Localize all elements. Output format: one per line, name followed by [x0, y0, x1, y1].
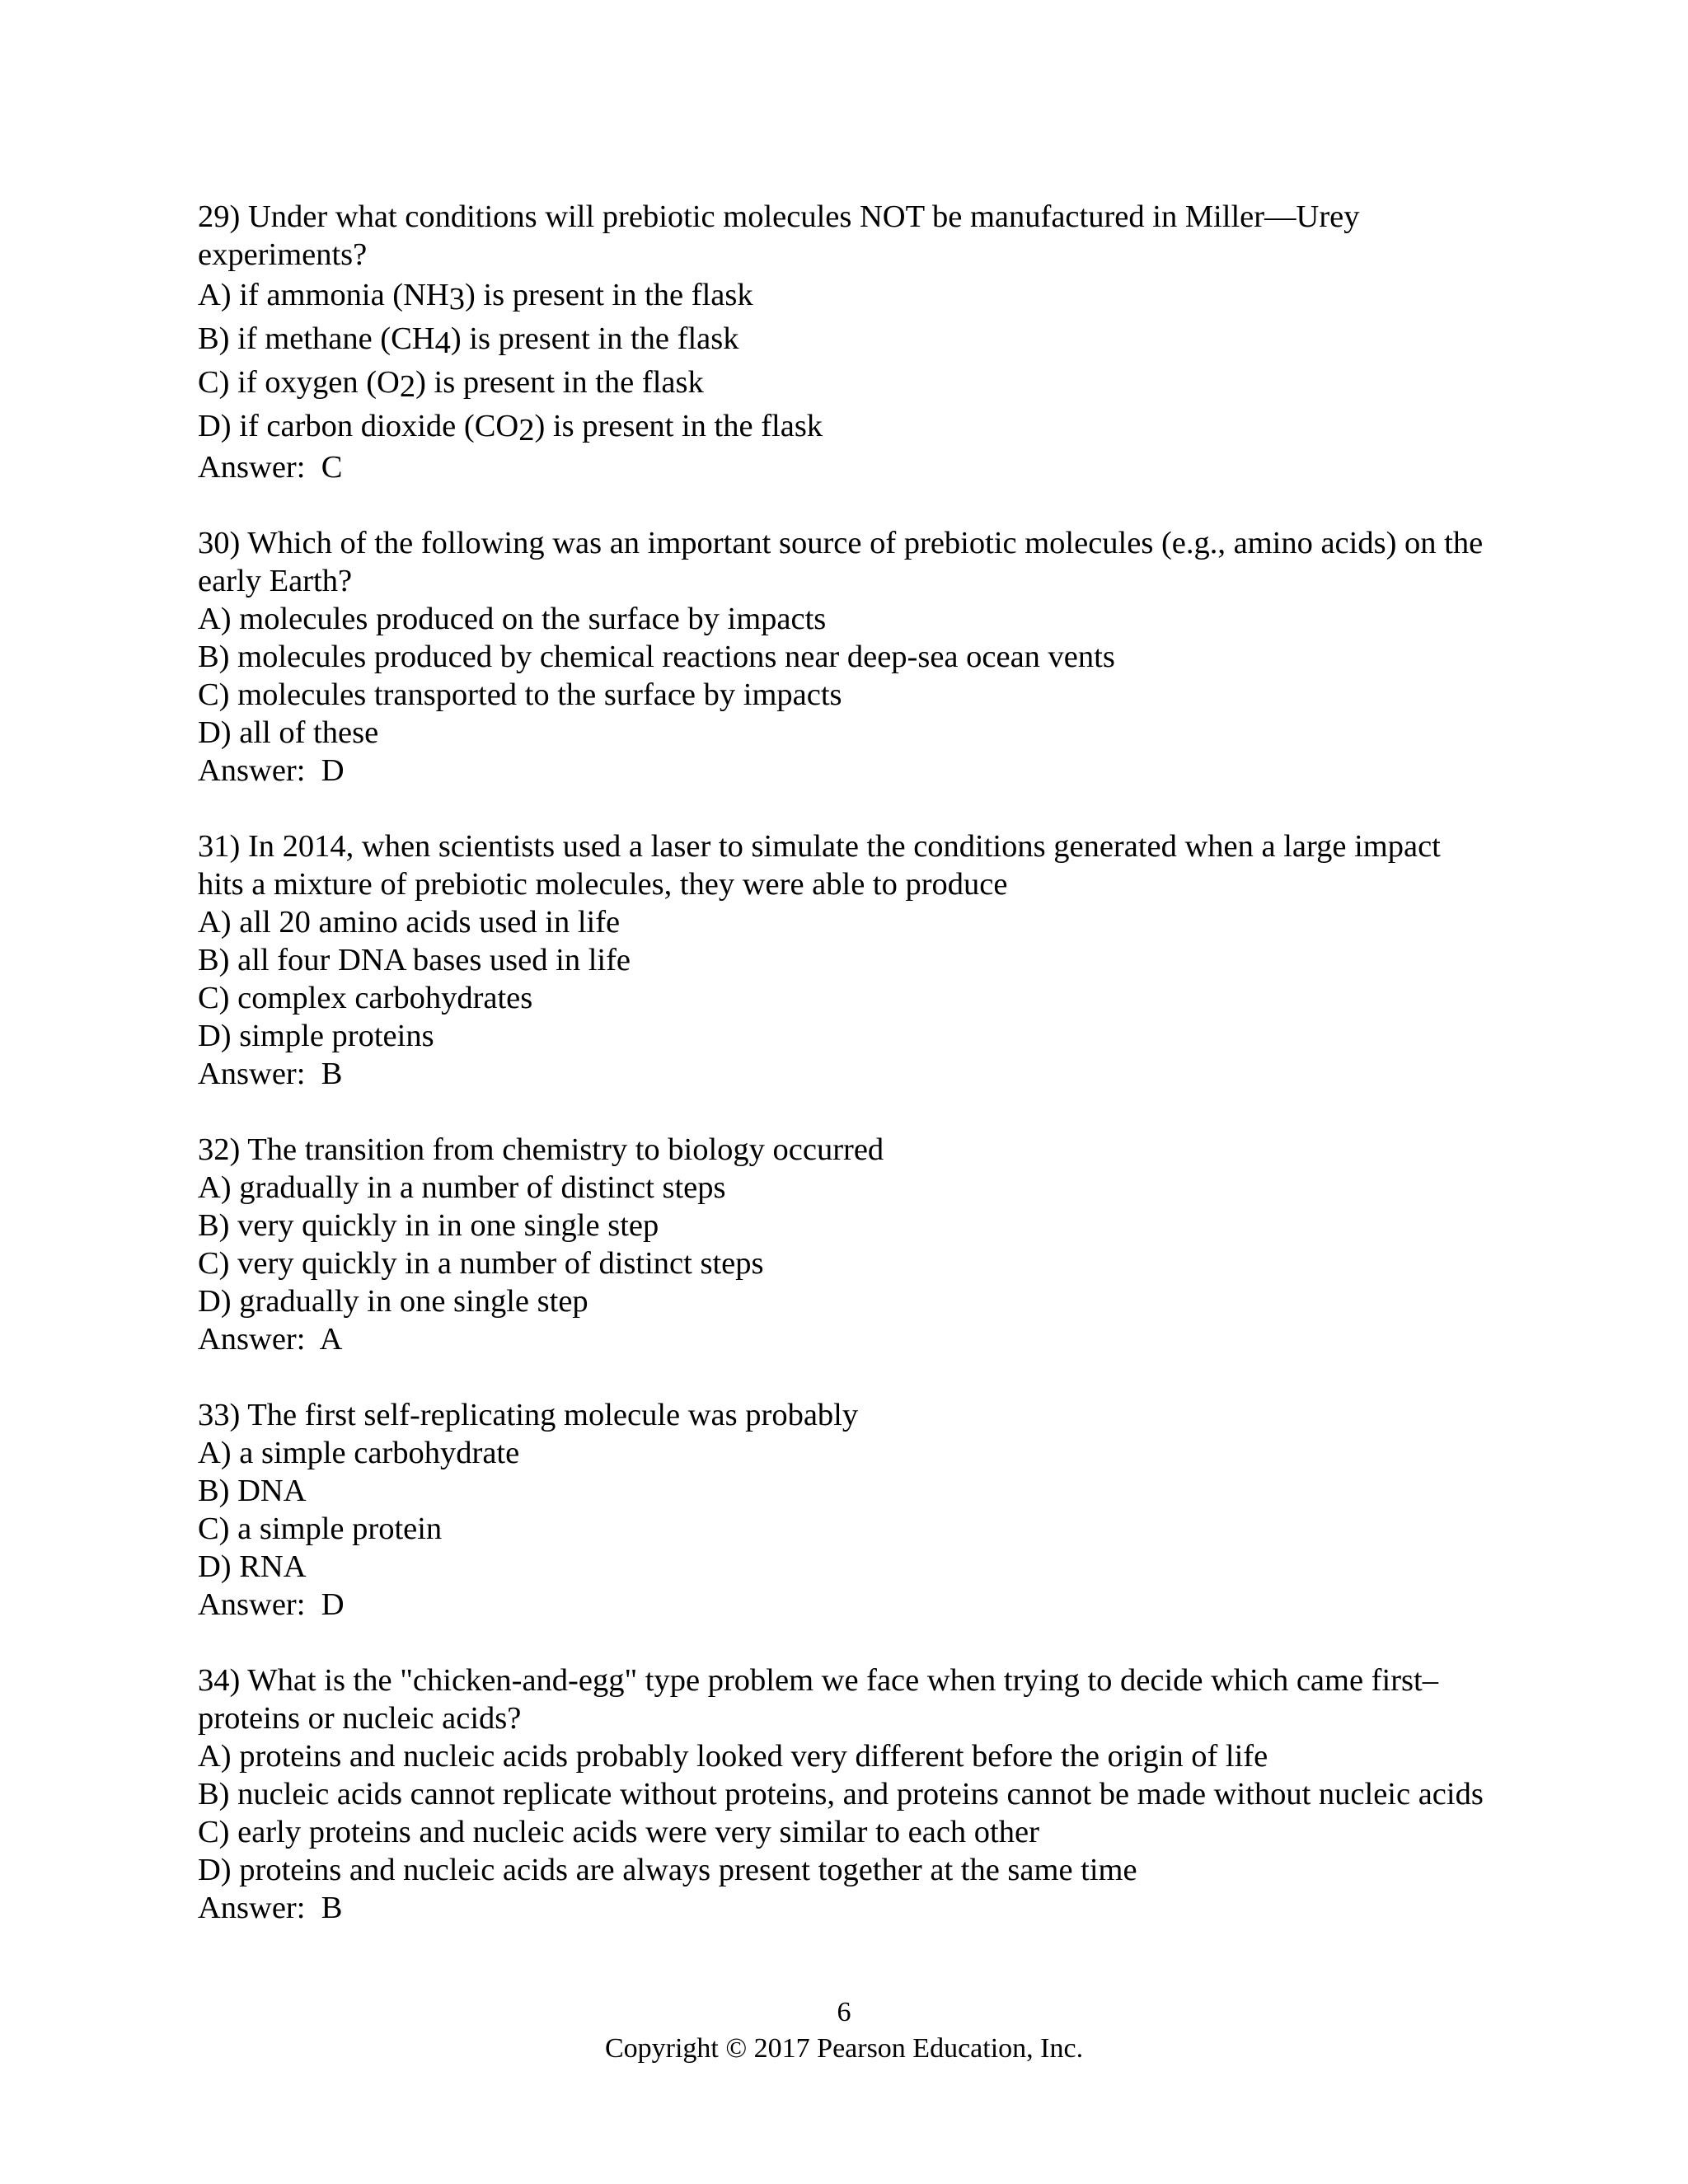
answer-line	[198, 752, 1484, 790]
answer-value: B	[321, 1891, 343, 1925]
answer-value: C	[321, 450, 343, 485]
answer-line	[198, 1320, 1484, 1358]
question-stem: 33) The first self-replicating molecule was probably	[198, 1398, 859, 1432]
page-number: 6	[837, 1997, 851, 2027]
answer-value: D	[321, 1587, 345, 1622]
question-stem: 34) What is the "chicken-and-egg" type problem we face when trying to decide which came first–proteins or nucleic acids?	[198, 1663, 1438, 1736]
question-stem: 29) Under what conditions will prebiotic molecules NOT be manufactured in Miller—Urey experiments?	[198, 199, 1360, 272]
option-text: ) is present in the flask	[534, 409, 823, 443]
subscript: 2	[518, 413, 535, 448]
question-34	[198, 1661, 1484, 1927]
option-a: A) proteins and nucleic acids probably looked very different before the origin of life	[198, 1739, 1268, 1774]
copyright-notice: Copyright © 2017 Pearson Education, Inc.	[604, 2033, 1084, 2064]
document-page	[198, 198, 1484, 1965]
question-29	[198, 198, 1484, 486]
option-c: C) very quickly in a number of distinct steps	[198, 1246, 764, 1281]
answer-label: Answer:	[198, 1057, 321, 1091]
subscript: 4	[434, 326, 451, 361]
option-c	[198, 361, 1484, 405]
option-text: D) if carbon dioxide (CO	[198, 409, 519, 443]
option-c: C) a simple protein	[198, 1511, 443, 1546]
option-text: A) if ammonia (NH	[198, 278, 449, 312]
option-a: A) a simple carbohydrate	[198, 1436, 520, 1470]
option-c: C) complex carbohydrates	[198, 981, 533, 1015]
answer-value: B	[321, 1057, 343, 1091]
option-b: B) nucleic acids cannot replicate without proteins, and proteins cannot be made without nucleic acids	[198, 1777, 1484, 1811]
question-31	[198, 827, 1484, 1093]
answer-value: A	[319, 1322, 343, 1357]
answer-label: Answer:	[198, 1891, 321, 1925]
question-stem: 31) In 2014, when scientists used a laser to simulate the conditions generated when a large impact hits a mixture of prebiotic molecules, they were able to produce	[198, 829, 1441, 902]
option-d	[198, 405, 1484, 448]
option-b: B) DNA	[198, 1474, 307, 1508]
option-a: A) gradually in a number of distinct steps	[198, 1170, 726, 1205]
option-a	[198, 274, 1484, 317]
answer-label: Answer:	[198, 1322, 320, 1357]
option-text: C) if oxygen (O	[198, 365, 400, 400]
option-a: A) molecules produced on the surface by impacts	[198, 602, 827, 636]
answer-line	[198, 448, 1484, 486]
option-text: ) is present in the flask	[450, 321, 739, 356]
option-d: D) RNA	[198, 1549, 307, 1584]
question-33	[198, 1396, 1484, 1624]
option-d: D) all of these	[198, 715, 379, 750]
answer-label: Answer:	[198, 1587, 321, 1622]
option-c: C) molecules transported to the surface by impacts	[198, 677, 842, 712]
subscript: 2	[399, 369, 416, 405]
option-d: D) simple proteins	[198, 1019, 434, 1053]
option-d: D) gradually in one single step	[198, 1284, 588, 1319]
subscript: 3	[448, 282, 465, 317]
answer-line	[198, 1889, 1484, 1927]
question-stem: 30) Which of the following was an important source of prebiotic molecules (e.g., amino acids) on the early Earth?	[198, 526, 1484, 598]
option-b	[198, 317, 1484, 361]
option-text: ) is present in the flask	[464, 278, 753, 312]
question-32	[198, 1131, 1484, 1358]
option-a: A) all 20 amino acids used in life	[198, 905, 621, 940]
answer-label: Answer:	[198, 450, 321, 485]
option-c: C) early proteins and nucleic acids were very similar to each other	[198, 1815, 1039, 1849]
option-d: D) proteins and nucleic acids are always present together at the same time	[198, 1853, 1137, 1887]
option-b: B) all four DNA bases used in life	[198, 943, 631, 977]
answer-line	[198, 1586, 1484, 1624]
answer-value: D	[321, 753, 345, 788]
question-stem: 32) The transition from chemistry to biology occurred	[198, 1132, 884, 1167]
answer-label: Answer:	[198, 753, 321, 788]
option-text: ) is present in the flask	[415, 365, 704, 400]
option-b: B) very quickly in in one single step	[198, 1208, 659, 1243]
page-footer	[0, 1994, 1688, 2067]
option-b: B) molecules produced by chemical reactions near deep-sea ocean vents	[198, 640, 1115, 674]
answer-line	[198, 1055, 1484, 1093]
question-30	[198, 524, 1484, 790]
option-text: B) if methane (CH	[198, 321, 435, 356]
